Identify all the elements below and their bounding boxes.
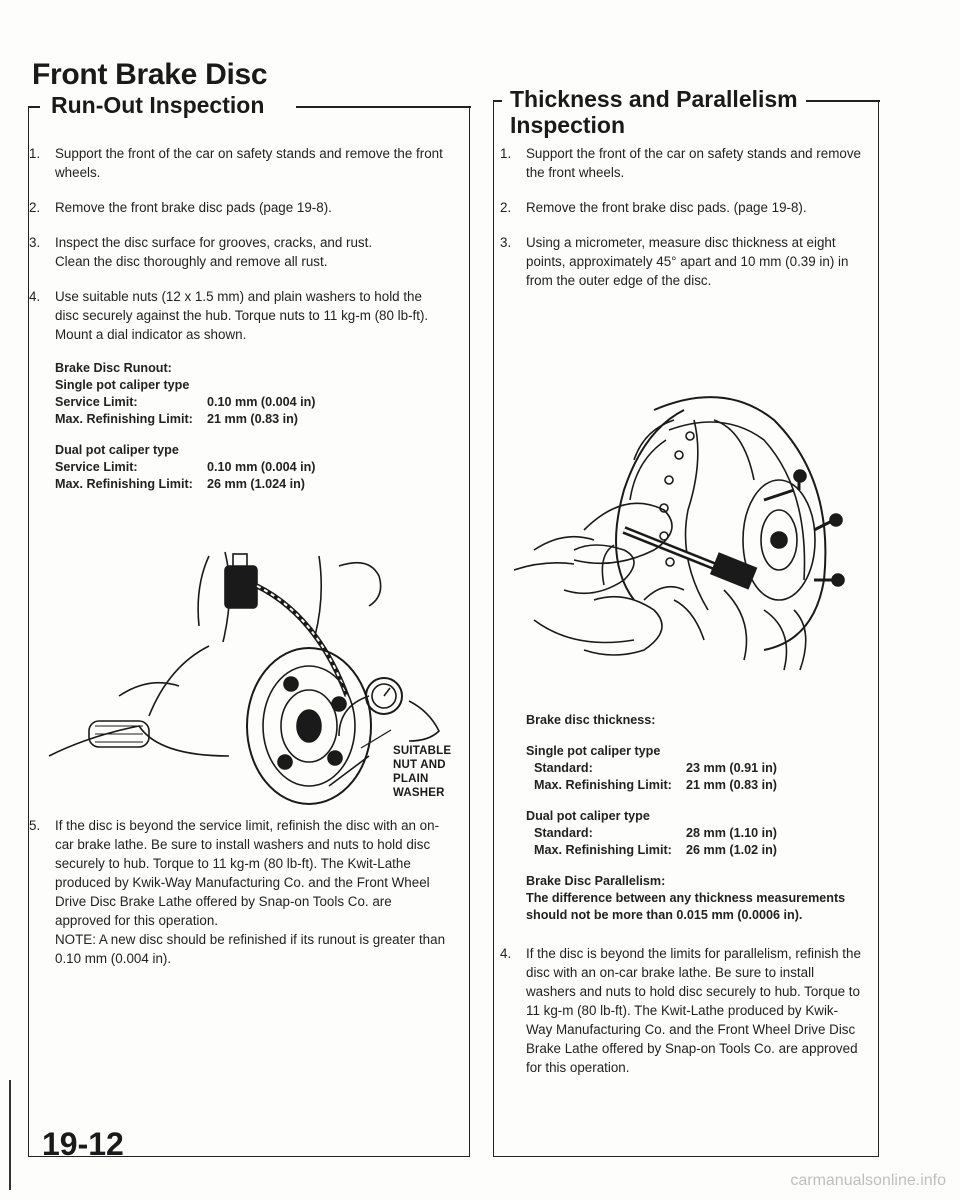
spec-row — [526, 760, 864, 777]
thickness-title: Thickness and Parallelism — [502, 86, 806, 112]
spec-row — [526, 825, 864, 842]
step-text: Support the front of the car on safety stands and remove the front wheels. — [55, 146, 443, 180]
spec-row — [55, 394, 449, 411]
step-text: If the disc is beyond the service limit, refinish the disc with an on-car brake lathe. Be sure to install washers and nuts to hold disc securely to hub. Torque to 11 kg-m (80 lb-ft). The Kwit-Lathe produced by Kwik-Way Manufacturing Co. and the Front Wheel Drive Disc Brake Lathe offered by Snap-on Tools Co. are approved for this operation. — [55, 818, 440, 928]
step-number: 1. — [29, 146, 41, 161]
spec-dual-heading: Dual pot caliper type — [526, 809, 650, 823]
spec-value: 26 mm (1.024 in) — [207, 477, 305, 491]
step-text: Remove the front brake disc pads (page 19-8). — [55, 200, 332, 215]
thickness-step-1 — [500, 144, 864, 182]
spec-value: 21 mm (0.83 in) — [207, 412, 298, 426]
spec-heading: Brake Disc Runout: — [55, 361, 172, 375]
spec-value: 23 mm (0.91 in) — [686, 761, 777, 775]
step-text: If the disc is beyond the limits for parallelism, refinish the disc with an on-car brake lathe. Be sure to install washers and nuts to hold disc securely to hub. Torque to 11 kg-m (80 lb-ft). The Kwit-Lathe produced by Kwik-Way Manufacturing Co. and the Front Wheel Drive Disc Brake Lathe offered by Snap-on Tools Co. are approved for this operation. — [526, 946, 861, 1075]
header-rule-left — [493, 100, 503, 102]
runout-spec — [55, 360, 449, 493]
nut-washer-callout: SUITABLE NUT AND PLAIN WASHER — [393, 745, 452, 799]
spec-key: Service Limit: — [55, 460, 138, 474]
step-number: 2. — [500, 200, 512, 215]
spec-value: 26 mm (1.02 in) — [686, 843, 777, 857]
parallelism-text: The difference between any thickness measurements should not be more than 0.015 mm (0.0006 in). — [526, 891, 846, 922]
runout-title: Run-Out Inspection — [43, 92, 272, 118]
step-number: 5. — [29, 818, 41, 833]
spec-row — [55, 459, 449, 476]
thickness-step-4 — [500, 944, 864, 1077]
spec-value: 0.10 mm (0.004 in) — [207, 460, 316, 474]
runout-note: NOTE: A new disc should be refinished if its runout is greater than 0.10 mm (0.004 in). — [55, 932, 446, 966]
step-text: Use suitable nuts (12 x 1.5 mm) and plain washers to hold the disc securely against the hub. Torque nuts to 11 kg-m (80 lb-ft). Mount a dial indicator as shown. — [55, 289, 429, 342]
runout-step-4 — [29, 287, 449, 493]
spec-key: Max. Refinishing Limit: — [534, 778, 672, 792]
step-number: 3. — [500, 235, 512, 250]
spec-key: Max. Refinishing Limit: — [55, 412, 193, 426]
runout-section — [28, 92, 470, 1157]
spec-row — [55, 476, 449, 493]
spec-value: 21 mm (0.83 in) — [686, 778, 777, 792]
margin-rule — [9, 1080, 11, 1190]
spec-value: 0.10 mm (0.004 in) — [207, 395, 316, 409]
step-text: Using a micrometer, measure disc thickness at eight points, approximately 45° apart and 10 mm (0.39 in) in from the outer edge of the disc. — [526, 235, 849, 288]
thickness-section — [493, 86, 879, 1157]
step-text-2: Clean the disc thoroughly and remove all rust. — [55, 254, 328, 269]
runout-steps — [29, 144, 449, 509]
step-text: Inspect the disc surface for grooves, cracks, and rust. — [55, 235, 373, 250]
thickness-spec — [500, 712, 864, 924]
spec-key: Standard: — [534, 826, 593, 840]
runout-step-3 — [29, 233, 449, 271]
spec-row — [526, 842, 864, 859]
thickness-spec-block — [500, 712, 864, 1093]
page-number: 19-12 — [42, 1126, 124, 1162]
spec-key: Standard: — [534, 761, 593, 775]
spec-dual-heading: Dual pot caliper type — [55, 443, 179, 457]
header-rule-right — [296, 106, 471, 108]
spec-value: 28 mm (1.10 in) — [686, 826, 777, 840]
runout-step-2 — [29, 198, 449, 217]
thickness-title-2: Inspection — [502, 112, 633, 138]
spec-single-heading: Single pot caliper type — [55, 378, 190, 392]
step-number: 4. — [500, 946, 512, 961]
spec-single-heading: Single pot caliper type — [526, 744, 661, 758]
step-number: 3. — [29, 235, 41, 250]
page-title: Front Brake Disc — [32, 58, 268, 91]
spec-row — [526, 777, 864, 794]
spec-key: Max. Refinishing Limit: — [55, 477, 193, 491]
parallelism-heading: Brake Disc Parallelism: — [526, 874, 666, 888]
runout-step-5 — [29, 816, 449, 968]
spec-key: Service Limit: — [55, 395, 138, 409]
spec-heading: Brake disc thickness: — [526, 713, 656, 727]
watermark: carmanualsonline.info — [790, 1172, 946, 1189]
runout-step-1 — [29, 144, 449, 182]
step-text: Support the front of the car on safety stands and remove the front wheels. — [526, 146, 861, 180]
spec-row — [55, 411, 449, 428]
step-text: Remove the front brake disc pads. (page 19-8). — [526, 200, 807, 215]
step-number: 1. — [500, 146, 512, 161]
thickness-steps — [500, 144, 864, 306]
header-rule-left — [28, 106, 40, 108]
step-number: 2. — [29, 200, 41, 215]
spec-key: Max. Refinishing Limit: — [534, 843, 672, 857]
step-number: 4. — [29, 289, 41, 304]
thickness-step-2 — [500, 198, 864, 217]
micrometer-illustration — [514, 370, 854, 680]
runout-steps-cont — [29, 816, 449, 984]
thickness-step-3 — [500, 233, 864, 290]
